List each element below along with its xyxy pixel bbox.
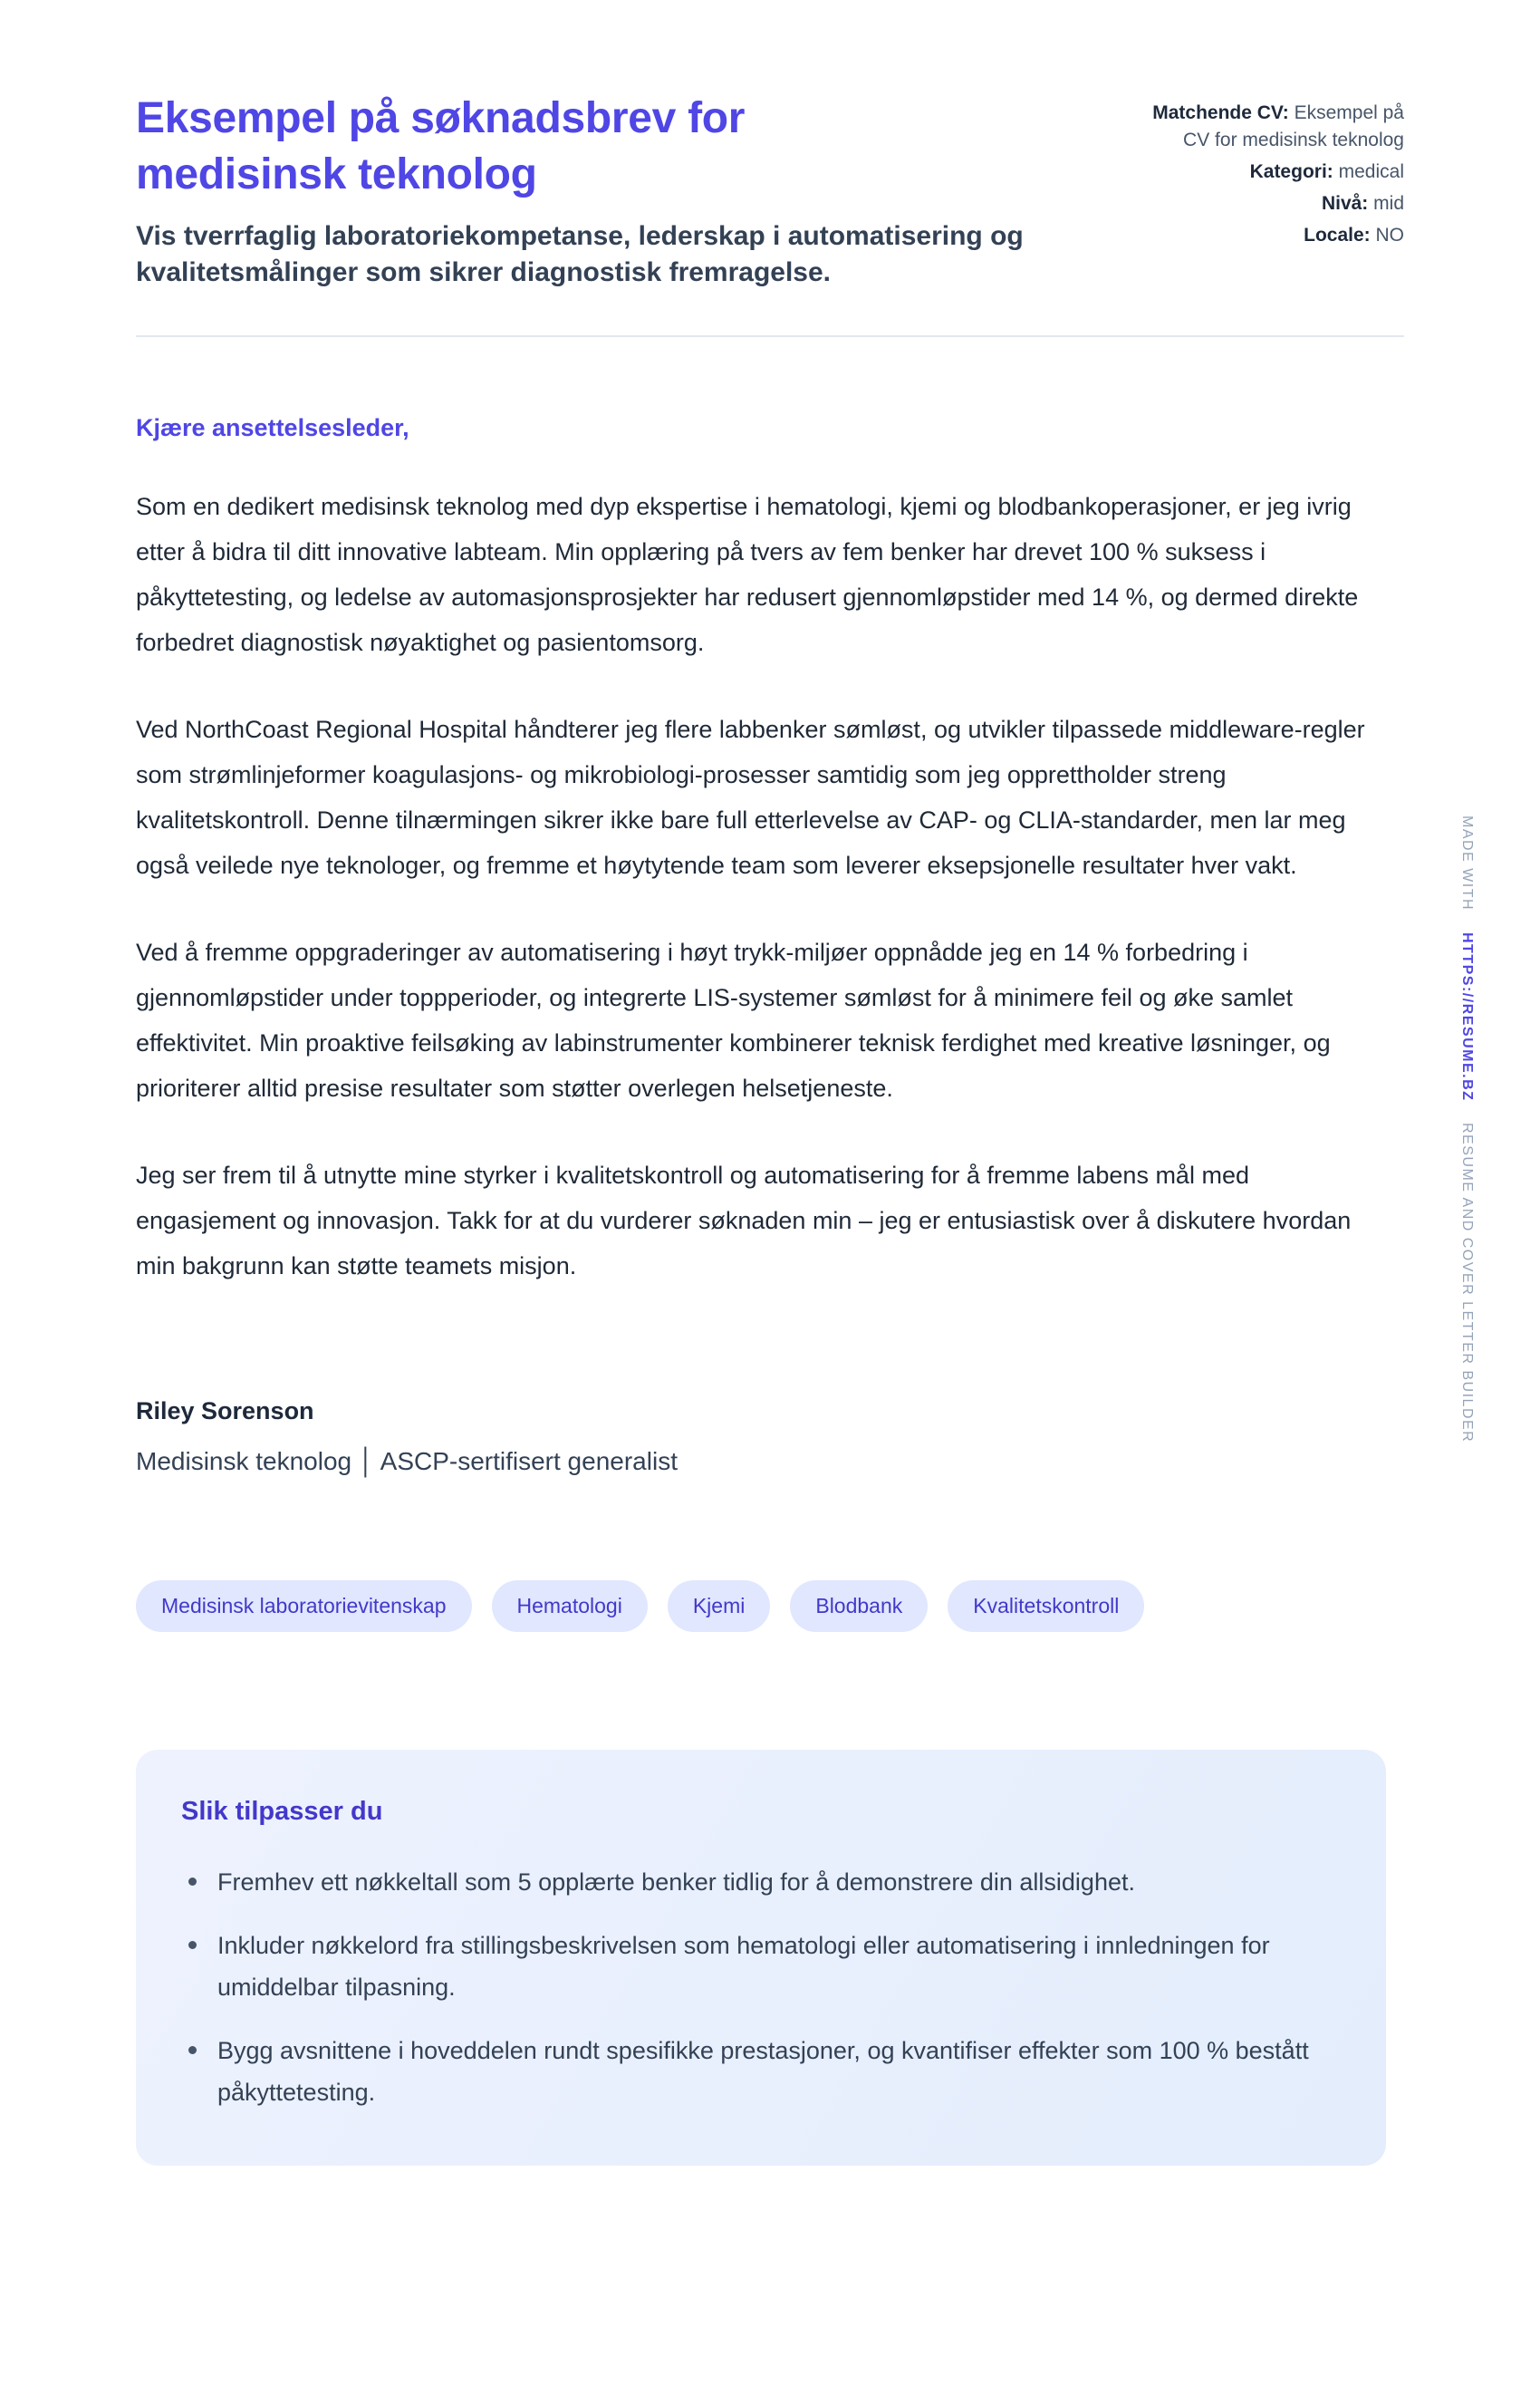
watermark <box>1458 816 1475 1460</box>
header-divider <box>136 335 1404 337</box>
watermark-suffix: RESUME AND COVER LETTER BUILDER <box>1459 1123 1475 1443</box>
tip-text-3: Bygg avsnittene i hoveddelen rundt spesifikke prestasjoner, og kvantifiser effekter som 100 % bestått påkyttetesting. <box>217 2036 1309 2106</box>
letter-salutation: Kjære ansettelsesleder, <box>136 413 409 441</box>
meta-panel <box>1123 91 1404 254</box>
meta-locale <box>1123 222 1404 249</box>
meta-level <box>1123 190 1404 217</box>
tip-text-1: Fremhev ett nøkkeltall som 5 opplærte benker tidlig for å demonstrere din allsidighet. <box>217 1868 1135 1896</box>
watermark-resume-bz-link[interactable]: HTTPS://RESUME.BZ <box>1459 932 1475 1102</box>
tag-kjemi[interactable]: Kjemi <box>668 1580 771 1632</box>
tip-item <box>181 2030 1341 2113</box>
letter-paragraph-1: Som en dedikert medisinsk teknolog med dyp ekspertise i hematologi, kjemi og blodbankoperasjoner, er jeg ivrig etter å bidra til ditt innovative labteam. Min opplæring på tvers av fem benker har drevet 100 % suksess i påkyttetesting, og ledelse av automasjonsprosjekter har redusert gjennomløpstider med 14 %, og dermed direkte forbedret diagnostisk nøyaktighet og pasientomsorg. <box>136 492 1359 656</box>
meta-category <box>1123 159 1404 186</box>
tips-title: Slik tilpasser du <box>181 1796 383 1826</box>
letter-paragraph-2: Ved NorthCoast Regional Hospital håndterer jeg flere labbenker sømløst, og utvikler tilpassede middleware-regler som strømlinjeformer koagulasjons- og mikrobiologi-prosesser samtidig som jeg opprettholder streng kvalitetskontroll. Denne tilnærmingen sikrer ikke bare full etterlevelse av CAP- og CLIA-standarder, men lar meg også veilede nye teknologer, og fremme et høytytende team som leverer eksepsjonelle resultater hver vakt. <box>136 715 1365 879</box>
meta-locale-value: NO <box>1375 225 1404 246</box>
meta-matching-cv <box>1123 100 1404 154</box>
cover-letter-body <box>136 414 1404 1476</box>
signature-name: Riley Sorenson <box>136 1396 314 1424</box>
page-title: Eksempel på søknadsbrev for medisinsk teknolog <box>136 94 746 199</box>
tag-medisinsk-laboratorievitenskap[interactable]: Medisinsk laboratorievitenskap <box>136 1580 472 1632</box>
tag-list <box>136 1580 1404 1632</box>
signature-role: Medisinsk teknolog │ ASCP-sertifisert generalist <box>136 1446 678 1475</box>
watermark-prefix: MADE WITH <box>1459 816 1475 912</box>
tips-card <box>136 1750 1386 2166</box>
page-header <box>136 91 1404 292</box>
meta-matching-cv-label: Matchende CV: <box>1152 102 1289 123</box>
meta-level-value: mid <box>1373 193 1404 214</box>
letter-paragraph-4: Jeg ser frem til å utnytte mine styrker i kvalitetskontroll og automatisering for å fremme labens mål med engasjement og innovasjon. Takk for at du vurderer søknaden min – jeg er entusiastisk over å diskutere hvordan min bakgrunn kan støtte teamets misjon. <box>136 1161 1352 1279</box>
tip-item <box>181 1861 1341 1903</box>
tip-item <box>181 1925 1341 2008</box>
meta-category-value: medical <box>1338 161 1404 182</box>
title-block <box>136 91 1123 292</box>
page-subtitle: Vis tverrfaglig laboratoriekompetanse, lederskap i automatisering og kvalitetsmålinger som sikrer diagnostisk fremragelse. <box>136 220 1024 288</box>
meta-category-label: Kategori: <box>1249 161 1333 182</box>
meta-locale-label: Locale: <box>1304 225 1371 246</box>
tag-hematologi[interactable]: Hematologi <box>492 1580 648 1632</box>
tips-list <box>181 1861 1341 2113</box>
tip-text-2: Inkluder nøkkelord fra stillingsbeskrivelsen som hematologi eller automatisering i innledningen for umiddelbar tilpasning. <box>217 1931 1270 2001</box>
tag-blodbank[interactable]: Blodbank <box>790 1580 928 1632</box>
meta-level-label: Nivå: <box>1321 193 1369 214</box>
tag-kvalitetskontroll[interactable]: Kvalitetskontroll <box>948 1580 1144 1632</box>
letter-paragraph-3: Ved å fremme oppgraderinger av automatisering i høyt trykk-miljøer oppnådde jeg en 14 % forbedring i gjennomløpstider under toppperioder, og integrerte LIS-systemer sømløst for å minimere feil og øke samlet effektivitet. Min proaktive feilsøking av labinstrumenter kombinerer teknisk ferdighet med kreative løsninger, og prioriterer alltid presise resultater som støtter overlegen helsetjeneste. <box>136 938 1331 1102</box>
meta-matching-cv-value: Eksempel på CV for medisinsk teknolog <box>1183 102 1404 150</box>
